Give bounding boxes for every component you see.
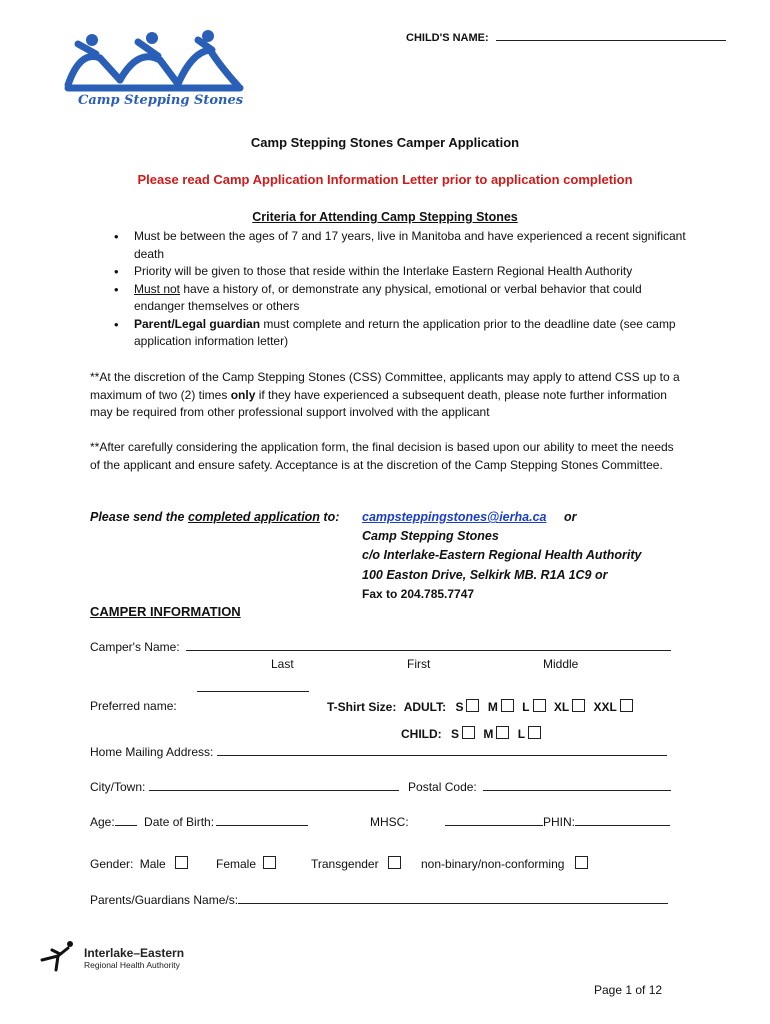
adult-size-xl-label: XL (553, 700, 570, 714)
discretion-note-part1: **At the discretion of the Camp Stepping Stones (CSS) Committee, applicants may apply to attend CSS up to a maximum of two (2) times (90, 370, 680, 402)
criteria-item-age (90, 228, 690, 263)
child-size-l-label: L (517, 727, 526, 741)
childs-name-field[interactable] (496, 40, 726, 41)
ierha-logo (38, 940, 208, 974)
send-address-line2: Camp Stepping Stones (362, 529, 499, 543)
camper-name-field[interactable] (186, 650, 671, 651)
city-field[interactable] (149, 790, 399, 791)
home-address-label: Home Mailing Address: (90, 745, 214, 759)
child-size-l-checkbox[interactable] (528, 726, 541, 739)
tshirt-child-label: CHILD: (401, 727, 442, 741)
decision-note-text: **After carefully considering the application form, the final decision is based upon our ability to meet the needs of the applicant and ensure safety. Acceptance is at the discretion of the Camp Stepping Stones Committee. (90, 440, 674, 472)
criteria-item-guardian (90, 316, 690, 351)
age-label: Age: (90, 815, 115, 829)
gender-nb-group (421, 856, 588, 871)
criteria-item-behavior-text: have a history of, or demonstrate any physical, emotional or verbal behavior that could endanger themselves or others (134, 281, 642, 313)
criteria-item-age-text: Must be between the ages of 7 and 17 years, live in Manitoba and have experienced a recent significant death (134, 229, 686, 261)
childs-name-label: CHILD'S NAME: (406, 32, 489, 44)
criteria-item-guardian-lead: Parent/Legal guardian (134, 316, 261, 331)
runner-icon (38, 940, 78, 974)
gender-trans-checkbox[interactable] (388, 856, 401, 869)
phin-field[interactable] (575, 825, 670, 826)
gender-female-group (216, 856, 276, 871)
page-title: Camp Stepping Stones Camper Application (250, 135, 520, 150)
name-last-label: Last (271, 657, 294, 671)
home-address-field[interactable] (217, 755, 667, 756)
send-prefix: Please send the (90, 510, 188, 524)
phin-label: PHIN: (543, 815, 576, 829)
criteria-item-behavior-lead: Must not (134, 281, 181, 296)
criteria-heading: Criteria for Attending Camp Stepping Stones (252, 210, 518, 224)
name-first-label: First (407, 657, 431, 671)
gender-female-label: Female (216, 857, 257, 871)
home-address-row (90, 745, 667, 759)
city-row (90, 780, 671, 794)
child-size-m-checkbox[interactable] (496, 726, 509, 739)
gender-nb-label: non-binary/non-conforming (421, 857, 565, 871)
page-number: Page 1 of 12 (594, 983, 663, 997)
mhsc-field[interactable] (445, 825, 543, 826)
tshirt-adult-row (327, 699, 633, 714)
camp-logo-figures-icon (60, 30, 245, 92)
child-size-s-label: S (451, 727, 460, 741)
childs-name-row (406, 30, 726, 44)
decision-note (90, 439, 680, 474)
adult-size-m-label: M (487, 700, 498, 714)
send-address-line3: c/o Interlake-Eastern Regional Health Authority (362, 548, 642, 562)
mhsc-phin-row (445, 815, 670, 829)
gender-nb-checkbox[interactable] (575, 856, 588, 869)
send-or: or (563, 510, 577, 524)
gender-trans-group (311, 856, 401, 871)
camper-info-heading: CAMPER INFORMATION (90, 604, 241, 619)
adult-size-m-checkbox[interactable] (501, 699, 514, 712)
child-size-m-label: M (483, 727, 494, 741)
email-link[interactable]: campsteppingstones@ierha.ca (362, 510, 547, 524)
dob-label: Date of Birth: (144, 815, 215, 829)
mhsc-label: MHSC: (370, 815, 409, 829)
gender-row (90, 856, 188, 871)
age-field[interactable] (115, 825, 137, 826)
adult-size-l-checkbox[interactable] (533, 699, 546, 712)
age-dob-row (90, 815, 308, 829)
send-address-line4: 100 Easton Drive, Selkirk MB. R1A 1C9 or (362, 568, 608, 582)
send-completed: completed application (187, 510, 320, 524)
tshirt-adult-label: ADULT: (403, 700, 447, 714)
logo-text: Camp Stepping Stones (78, 93, 244, 108)
criteria-list (90, 228, 690, 351)
gender-male-label: Male (139, 857, 166, 871)
tshirt-size-label: T-Shirt Size: (327, 700, 397, 714)
postal-code-field[interactable] (483, 790, 671, 791)
notice-text: Please read Camp Application Information Letter prior to application completion (137, 172, 633, 187)
adult-size-l-label: L (522, 700, 530, 714)
send-to: to: (319, 510, 340, 524)
gender-trans-label: Transgender (311, 857, 379, 871)
send-instruction (90, 510, 339, 524)
postal-code-label: Postal Code: (408, 780, 477, 794)
criteria-item-behavior (90, 281, 690, 316)
adult-size-xl-checkbox[interactable] (572, 699, 585, 712)
adult-size-xxl-checkbox[interactable] (620, 699, 633, 712)
criteria-item-priority-text: Priority will be given to those that reside within the Interlake Eastern Regional Health Authority (134, 264, 633, 278)
parents-label: Parents/Guardians Name/s: (90, 893, 239, 907)
camper-name-label: Camper's Name: (90, 640, 180, 654)
camp-logo (60, 30, 245, 115)
preferred-name-label: Preferred name: (90, 699, 177, 713)
criteria-item-priority (90, 263, 690, 281)
send-fax: Fax to 204.785.7747 (362, 587, 475, 601)
ierha-logo-line2: Regional Health Authority (84, 960, 180, 970)
camper-name-row (90, 640, 671, 654)
gender-male-checkbox[interactable] (175, 856, 188, 869)
gender-female-checkbox[interactable] (263, 856, 276, 869)
criteria-list-container (90, 228, 690, 351)
criteria-item-guardian-text: must complete and return the application prior to the deadline date (see camp application information letter) (134, 316, 676, 348)
parents-row (90, 893, 668, 907)
adult-size-s-checkbox[interactable] (466, 699, 479, 712)
discretion-note-bold: only (230, 387, 256, 402)
parents-field[interactable] (238, 903, 668, 904)
child-size-s-checkbox[interactable] (462, 726, 475, 739)
adult-size-xxl-label: XXL (593, 700, 617, 714)
discretion-note-part2: if they have experienced a subsequent death, please note further information may be required from other professional support involved with the applicant (90, 387, 667, 419)
tshirt-child-row (401, 726, 541, 741)
adult-size-s-label: S (455, 700, 464, 714)
gender-label: Gender: (90, 857, 134, 871)
send-email-row (362, 510, 576, 524)
dob-field[interactable] (216, 825, 308, 826)
city-label: City/Town: (90, 780, 146, 794)
name-middle-label: Middle (543, 657, 579, 671)
discretion-note (90, 369, 680, 422)
preferred-name-field[interactable] (197, 691, 309, 692)
ierha-logo-line1: Interlake–Eastern (84, 946, 185, 960)
